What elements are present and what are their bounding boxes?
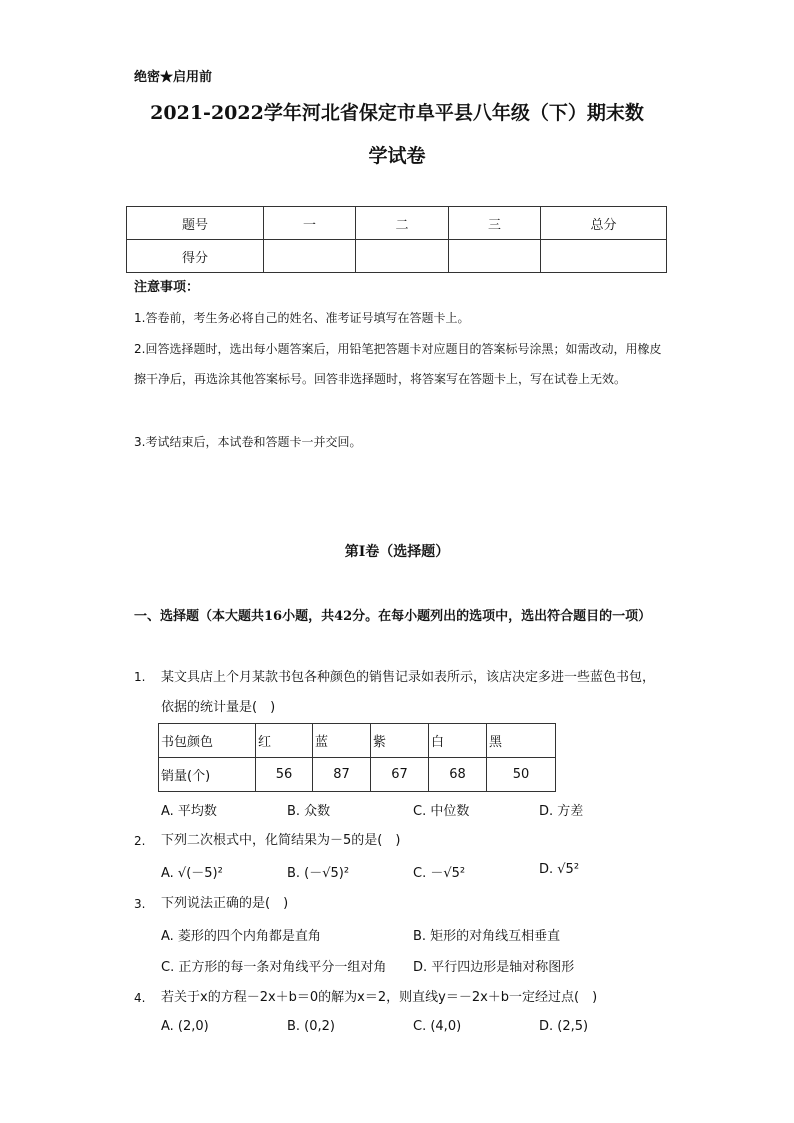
table-cell: 白 xyxy=(429,724,487,758)
table-cell: 67 xyxy=(371,758,429,792)
option-d: D. √5² xyxy=(539,862,580,877)
table-cell: 三 xyxy=(449,207,541,240)
option-c: C. －√5² xyxy=(413,866,466,881)
option-d: D. (2,5) xyxy=(539,1019,589,1034)
table-cell: 蓝 xyxy=(313,724,371,758)
question-text: 下列说法正确的是( ) xyxy=(161,896,289,911)
table-cell: 销量(个) xyxy=(159,758,256,792)
option-c: C. 中位数 xyxy=(413,804,470,819)
exam-title-line2: 学试卷 xyxy=(368,145,426,167)
option-c: C. (4,0) xyxy=(413,1019,462,1034)
question-number: 3. xyxy=(134,897,146,911)
table-cell xyxy=(356,240,449,273)
table-cell xyxy=(541,240,667,273)
question-text: 下列二次根式中，化简结果为－5的是( ) xyxy=(161,833,401,848)
note-item-3: 3.考试结束后，本试卷和答题卡一并交回。 xyxy=(134,435,362,449)
option-b: B. 众数 xyxy=(287,804,331,819)
part-title: 一、选择题（本大题共16小题，共42分。在每小题列出的选项中，选出符合题目的一项） xyxy=(134,609,652,624)
table-cell: 总分 xyxy=(541,207,667,240)
question-number: 1. xyxy=(134,670,146,684)
option-a: A. 平均数 xyxy=(161,804,217,819)
table-cell xyxy=(449,240,541,273)
table-cell: 紫 xyxy=(371,724,429,758)
table-cell: 二 xyxy=(356,207,449,240)
table-cell: 56 xyxy=(256,758,313,792)
question-text: 某文具店上个月某款书包各种颜色的销售记录如表所示，该店决定多进一些蓝色书包，依据的统计量是( ) xyxy=(161,670,656,715)
question-number: 2. xyxy=(134,834,146,848)
score-table xyxy=(126,206,667,273)
table-cell: 87 xyxy=(313,758,371,792)
table-cell: 一 xyxy=(264,207,356,240)
score-table-header-row xyxy=(127,207,667,240)
option-b: B. 矩形的对角线互相垂直 xyxy=(413,929,561,944)
table-row xyxy=(159,724,556,758)
option-a: A. 菱形的四个内角都是直角 xyxy=(161,929,321,944)
note-item-2: 2.回答选择题时，选出每小题答案后，用铅笔把答题卡对应题目的答案标号涂黑；如需改动，用橡皮擦干净后，再选涂其他答案标号。回答非选择题时，将答案写在答题卡上，写在试卷上无效。 xyxy=(134,342,662,386)
option-b: B. (－√5)² xyxy=(287,866,350,881)
option-c: C. 正方形的每一条对角线平分一组对角 xyxy=(161,960,387,975)
option-d: D. 平行四边形是轴对称图形 xyxy=(413,960,575,975)
score-table-score-row xyxy=(127,240,667,273)
note-item-1: 1.答卷前，考生务必将自己的姓名、准考证号填写在答题卡上。 xyxy=(134,311,470,325)
question-text: 若关于x的方程－2x＋b＝0的解为x＝2，则直线y＝－2x＋b一定经过点( ) xyxy=(161,990,598,1005)
table-cell: 50 xyxy=(487,758,556,792)
notes-heading: 注意事项： xyxy=(134,280,200,295)
section-title: 第Ⅰ卷（选择题） xyxy=(344,544,450,560)
table-cell: 书包颜色 xyxy=(159,724,256,758)
table-cell xyxy=(264,240,356,273)
table-cell: 得分 xyxy=(127,240,264,273)
option-b: B. (0,2) xyxy=(287,1019,336,1034)
option-a: A. √(－5)² xyxy=(161,866,223,881)
question-number: 4. xyxy=(134,991,146,1005)
option-a: A. (2,0) xyxy=(161,1019,209,1034)
table-cell: 68 xyxy=(429,758,487,792)
exam-title-line1: 2021-2022学年河北省保定市阜平县八年级（下）期末数 xyxy=(150,102,644,124)
table-row xyxy=(159,758,556,792)
sales-table xyxy=(158,723,556,792)
table-cell: 红 xyxy=(256,724,313,758)
table-cell: 黑 xyxy=(487,724,556,758)
secret-label: 绝密★启用前 xyxy=(134,70,213,85)
table-cell: 题号 xyxy=(127,207,264,240)
option-d: D. 方差 xyxy=(539,804,584,819)
